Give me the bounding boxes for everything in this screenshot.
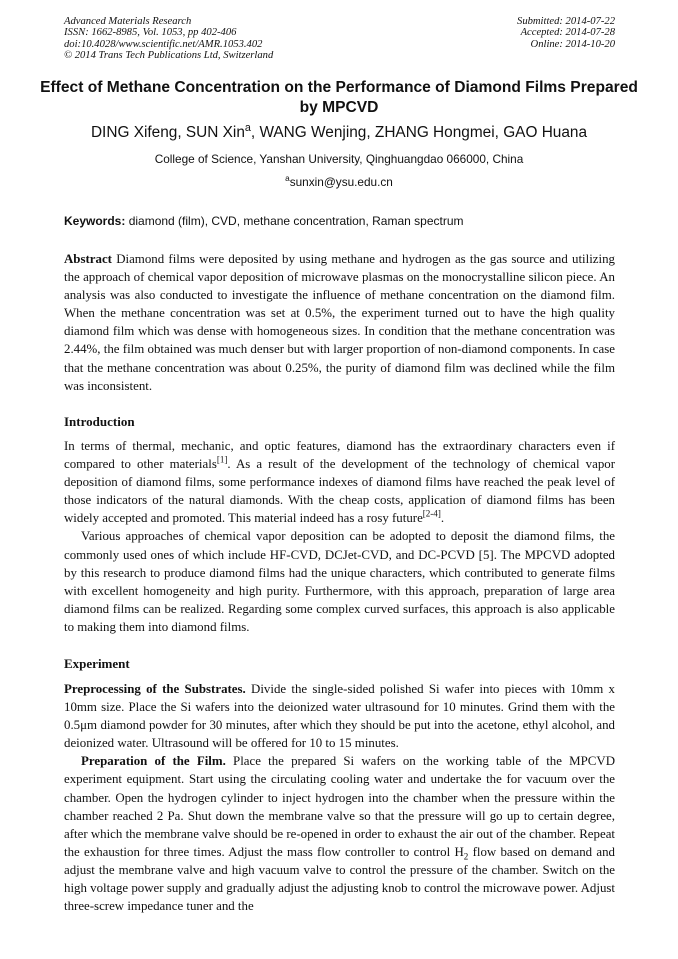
abstract-text: Diamond films were deposited by using methane and hydrogen as the gas source and utilizing the approach of chemical vapor deposition of microwave plasmas on the monocrystalline silicon piece. An analysis was also conducted to investigate the influence of methane concentration on the diamond film. When the methane concentration was set at 0.5%, the experiment turned out to have the high quality diamond film which was dense with homogeneous sizes. In condition that the methane concentration was 2.44%, the film obtained was much denser but with larger proportion of non-diamond components. In case that the methane concentration was about 0.25%, the purity of diamond film was declined while the film was inconsistent.: [64, 252, 615, 393]
date-online: Online: 2014-10-20: [530, 38, 615, 50]
keywords-text: diamond (film), CVD, methane concentration, Raman spectrum: [125, 214, 464, 228]
journal-issn: ISSN: 1662-8985, Vol. 1053, pp 402-406: [64, 27, 237, 39]
citation-2-4: [2-4]: [422, 509, 441, 520]
journal-doi: doi:10.4028/www.scientific.net/AMR.1053.402: [64, 38, 263, 50]
author-list: [20, 121, 658, 142]
abstract-label: Abstract: [64, 252, 112, 266]
intro-paragraph-2: Various approaches of chemical vapor deposition can be adopted to deposit the diamond films, the commonly used ones of which include HF-CVD, DCJet-CVD, and DC-PCVD [5]. The MPCVD adopted by this research to produce diamond films had the unique characters, which contributed to generate films with excellent homogeneity and high purity. Furthermore, with this approach, preparation of large area diamond films can be realized. Regarding some complex curved surfaces, this approach is also applicable to making them into diamond films.: [64, 529, 615, 634]
experiment-body: [64, 680, 615, 915]
abstract: [64, 250, 615, 395]
author-affil-mark: a: [244, 121, 251, 134]
introduction-body: [64, 437, 615, 636]
film-preparation-label: Preparation of the Film.: [81, 754, 226, 769]
intro-paragraph-1: [64, 437, 615, 527]
date-accepted: Accepted: 2014-07-28: [520, 27, 615, 39]
paper-title: Effect of Methane Concentration on the Performance of Diamond Films Prepared by MPCVD: [40, 79, 638, 116]
affiliation: College of Science, Yanshan University, Qinghuangdao 066000, China: [154, 152, 524, 166]
contact-email: [20, 175, 658, 189]
journal-copyright: © 2014 Trans Tech Publications Ltd, Switzerland: [64, 50, 274, 62]
preprocessing-label: Preprocessing of the Substrates.: [64, 682, 246, 696]
journal-name: Advanced Materials Research: [64, 16, 192, 27]
intro-p1-text-b: . As a result of the development of the technology of chemical vapor deposition of diamond films, some performance indexes of diamond films have reached the peak level of those indicators of the natural diamonds. With the cheap costs, application of diamond films has been widely accepted and promoted. This material indeed has a rosy future: [64, 457, 616, 526]
date-submitted: Submitted: 2014-07-22: [517, 16, 615, 27]
section-heading-experiment: Experiment: [64, 656, 130, 671]
citation-1: [1]: [216, 454, 228, 465]
h2-subscript: 2: [463, 851, 469, 862]
email-address: sunxin@ysu.edu.cn: [289, 175, 393, 189]
email-mark: a: [285, 174, 290, 184]
keywords: [64, 214, 615, 228]
film-text-b: flow based on demand and adjust the membrane valve and high vacuum valve to control the pressure of the chamber. Switch on the high voltage power supply and gradually adjust the adjusting knob to control the microwave power. Adjust three-screw impedance tuner and the: [64, 844, 615, 914]
film-text-a: Place the prepared Si wafers on the working table of the MPCVD experiment equipment. Start using the circulating cooling water and undertake the for vacuum over the chamber. Open the hydrogen cylinder to inject hydrogen into the chamber when the pressure within the chamber reached 2 Pa. Shut down the membrane valve so that the pressure will go up to certain degree, after which the membrane valve should be re-opened in order to exhaust the air out of the chamber. Repeat the exhaustion for three times. Adjust the mass flow controller to control H: [64, 754, 615, 859]
section-heading-introduction: Introduction: [64, 414, 135, 429]
authors-part-1: DING Xifeng, SUN Xin: [90, 124, 245, 141]
authors-part-2: , WANG Wenjing, ZHANG Hongmei, GAO Huana: [250, 124, 588, 141]
keywords-label: Keywords:: [64, 214, 126, 228]
intro-p1-text-c: .: [440, 511, 445, 526]
film-preparation-paragraph: [64, 752, 615, 915]
journal-info: [64, 16, 273, 62]
preprocessing-paragraph: [64, 680, 615, 752]
preprocessing-text: Divide the single-sided polished Si wafer into pieces with 10mm x 10mm size. Place the Si wafers into the deionized water ultrasound for 10 minutes. Grind them with the 0.5μm diamond powder for 30 minutes, after which they should be put into the acetone, ethyl alcohol, and deionized water. Ultrasound will be offered for 10 to 15 minutes.: [64, 682, 616, 751]
intro-p1-text-a: In terms of thermal, mechanic, and optic features, diamond has the extraordinary characters even if compared to other materials: [64, 439, 615, 472]
publication-dates: [517, 16, 615, 50]
